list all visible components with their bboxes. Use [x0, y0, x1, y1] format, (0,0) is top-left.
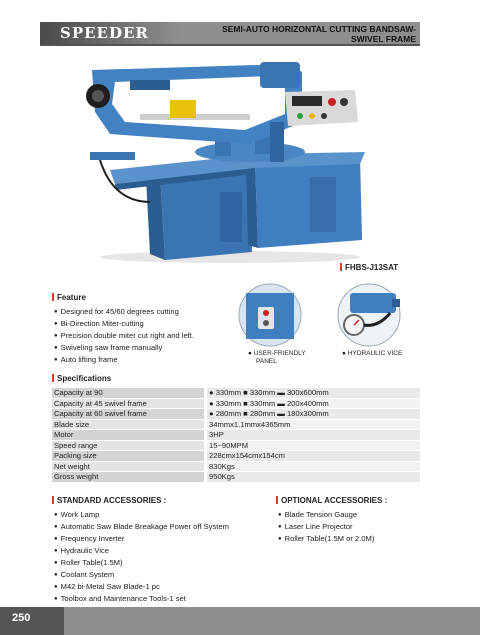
spec-label: Net weight — [52, 461, 204, 472]
vice-caption-bullet: ● — [342, 350, 348, 357]
spec-label: Gross weight — [52, 472, 204, 483]
spec-value: 228cmx154cmx154cm — [207, 451, 420, 462]
spec-value: ● 330mm ■ 330mm ▬ 300x600mm — [207, 388, 420, 398]
list-item: ● Auto lifting frame — [54, 354, 194, 366]
list-item: ● Bi-Direction Miter-cutting — [54, 318, 194, 330]
spec-value: 3HP — [207, 430, 420, 441]
brand-logo: SPEEDER — [60, 24, 149, 42]
list-item: ● Frequency Inverter — [54, 533, 229, 545]
table-row — [52, 451, 420, 462]
feature-marker — [52, 293, 54, 301]
spec-value: ● 280mm ■ 280mm ▬ 180x300mm — [207, 409, 420, 420]
optional-accessories-heading — [276, 496, 387, 505]
page-title-line-1: SEMI-AUTO HORIZONTAL CUTTING BANDSAW- — [222, 24, 416, 34]
list-item: ● Swiveling saw frame manually — [54, 342, 194, 354]
page-title-line-2: SWIVEL FRAME — [350, 34, 416, 44]
panel-caption-line-2: PANEL — [256, 358, 277, 365]
standard-accessories-marker — [52, 496, 54, 504]
standard-accessories-list — [54, 509, 229, 605]
table-row — [52, 409, 420, 420]
page-title — [186, 24, 416, 44]
spec-value: 15~90MPM — [207, 440, 420, 451]
model-number-text: FHBS-J13SAT — [345, 263, 399, 272]
footer-page-tab — [0, 607, 64, 635]
list-item: ● Automatic Saw Blade Breakage Power off System — [54, 521, 229, 533]
spec-value: 950Kgs — [207, 472, 420, 483]
feature-heading — [52, 293, 86, 302]
standard-accessories-heading-text: STANDARD ACCESSORIES : — [57, 496, 167, 505]
specifications-heading — [52, 374, 111, 383]
list-item: ● Toolbox and Maintenance Tools-1 set — [54, 593, 229, 605]
spec-label: Blade size — [52, 419, 204, 430]
page-number: 250 — [12, 612, 31, 624]
header-rule — [40, 44, 420, 46]
table-row — [52, 430, 420, 441]
list-item: ● Coolant System — [54, 569, 229, 581]
bandsaw-machine-illustration — [70, 52, 370, 267]
spec-label: Speed range — [52, 440, 204, 451]
optional-accessories-list — [278, 509, 374, 545]
panel-caption — [248, 350, 306, 366]
list-item: ● Laser Line Projector — [278, 521, 374, 533]
spec-label: Packing size — [52, 451, 204, 462]
panel-caption-line-1: USER-FRIENDLY — [253, 350, 306, 357]
list-item: ● Roller Table(1.5M or 2.0M) — [278, 533, 374, 545]
feature-list — [54, 306, 194, 366]
optional-accessories-marker — [276, 496, 278, 504]
user-friendly-panel-photo — [238, 283, 302, 347]
table-row — [52, 461, 420, 472]
hydraulic-vice-photo — [334, 283, 404, 347]
feature-heading-text: Feature — [57, 293, 86, 302]
list-item: ● Roller Table(1.5M) — [54, 557, 229, 569]
list-item: ● Blade Tension Gauge — [278, 509, 374, 521]
specifications-heading-text: Specifications — [57, 374, 112, 383]
footer-bar — [0, 607, 480, 635]
spec-value: 830Kgs — [207, 461, 420, 472]
table-row — [52, 388, 420, 398]
spec-value: 34mmx1.1mmx4365mm — [207, 419, 420, 430]
spec-label: Capacity at 45 swivel frame — [52, 398, 204, 409]
table-row — [52, 419, 420, 430]
list-item: ● Hydraulic Vice — [54, 545, 229, 557]
standard-accessories-heading — [52, 496, 166, 505]
table-row — [52, 398, 420, 409]
model-marker — [340, 263, 342, 271]
vice-caption-text: HYDRAULIC VICE — [347, 350, 403, 357]
panel-caption-bullet: ● — [248, 350, 254, 357]
spec-label: Capacity at 60 swivel frame — [52, 409, 204, 420]
list-item: ● M42 bi-Metal Saw Blade-1 pc — [54, 581, 229, 593]
spec-value: ● 330mm ■ 330mm ▬ 200x400mm — [207, 398, 420, 409]
optional-accessories-heading-text: OPTIONAL ACCESSORIES : — [281, 496, 388, 505]
list-item: ● Precision double miter cut right and left. — [54, 330, 194, 342]
spec-label: Motor — [52, 430, 204, 441]
specifications-marker — [52, 374, 54, 382]
vice-caption — [342, 350, 402, 358]
table-row — [52, 472, 420, 483]
specifications-table — [52, 388, 420, 483]
table-row — [52, 440, 420, 451]
model-number — [340, 263, 398, 272]
list-item: ● Designed for 45/60 degrees cutting — [54, 306, 194, 318]
list-item: ● Work Lamp — [54, 509, 229, 521]
spec-label: Capacity at 90 — [52, 388, 204, 398]
